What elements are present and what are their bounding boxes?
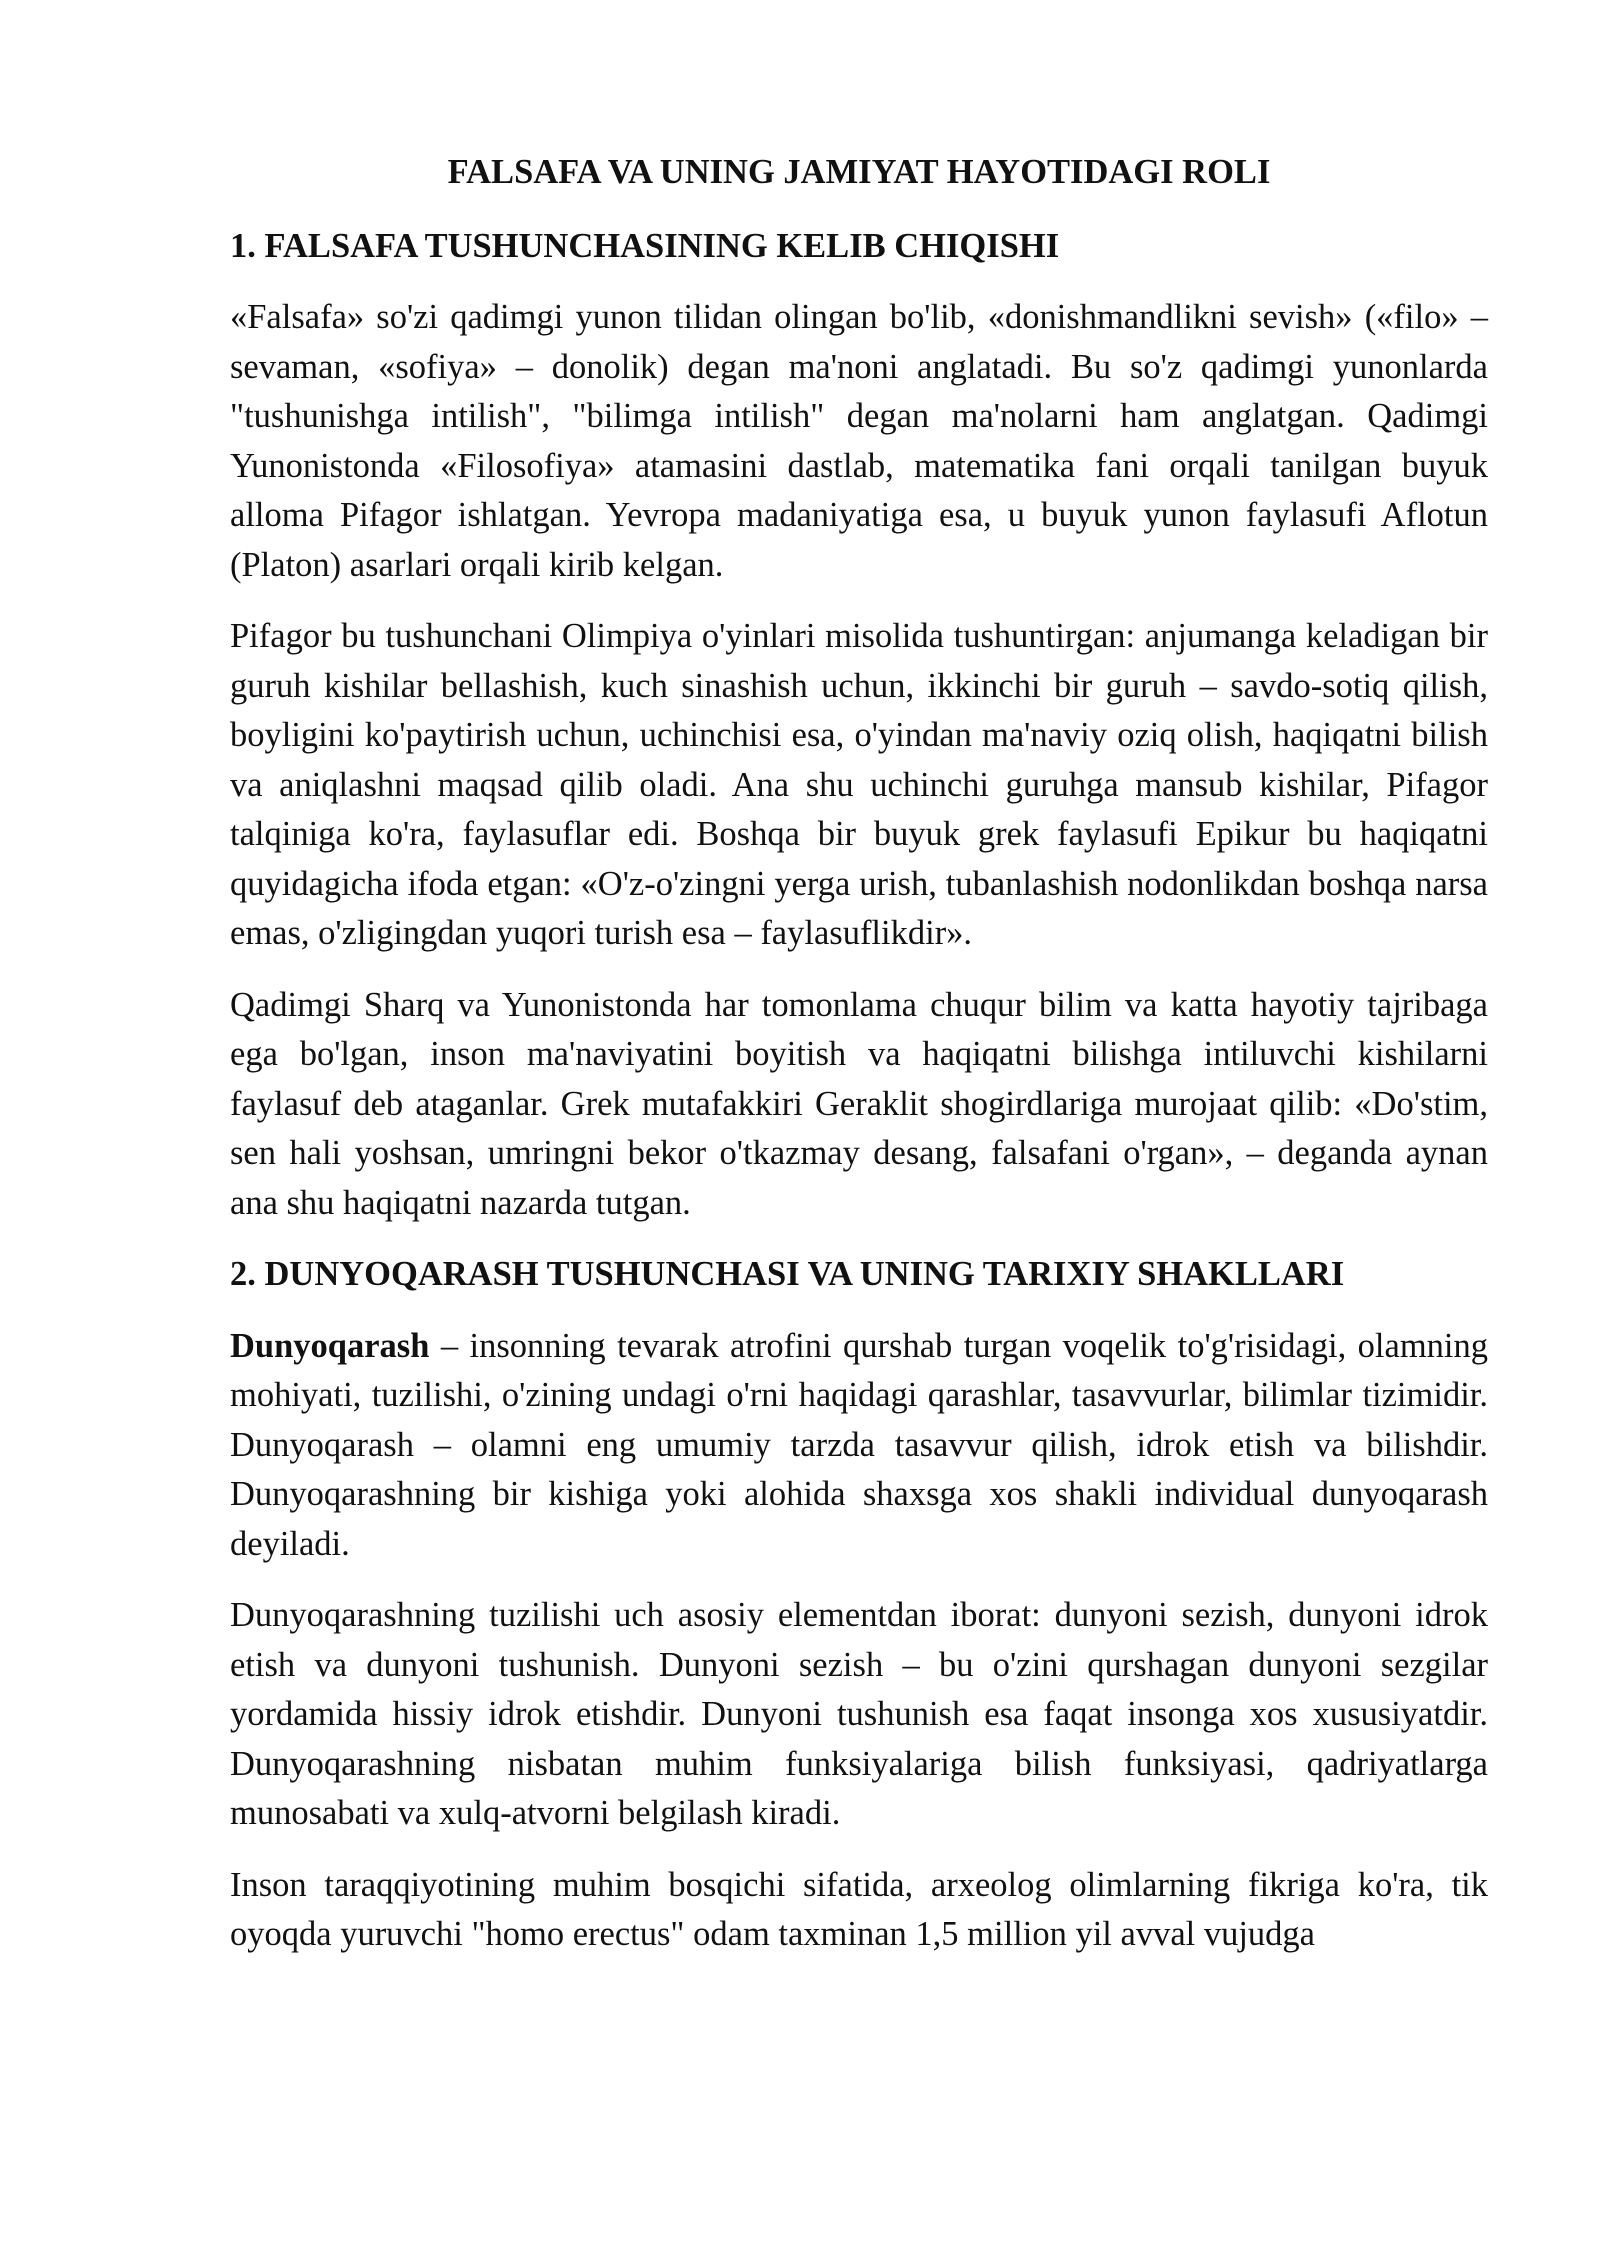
definition-term: Dunyoqarash bbox=[230, 1326, 430, 1365]
paragraph: Inson taraqqiyotining muhim bosqichi sifatida, arxeolog olimlarning fikriga ko'ra, tik oyoqda yuruvchi "homo erectus" odam taxminan 1,5 million yil avval vujudga bbox=[230, 1865, 1488, 1953]
definition-text: – insonning tevarak atrofini qurshab turgan voqelik to'g'risidagi, olamning mohiyati, tuzilishi, o'zining undagi o'rni haqidagi qarashlar, tasavvurlar, bilimlar tizimidir. Dunyoqarash – olamni eng umumiy tarzda tasavvur qilish, idrok etish va bilishdir. Dunyoqarashning bir kishiga yoki alohida shaxsga xos shakli individual dunyoqarash deyiladi. bbox=[230, 1326, 1488, 1563]
paragraph: Qadimgi Sharq va Yunonistonda har tomonlama chuqur bilim va katta hayotiy tajribaga ega bo'lgan, inson ma'naviyatini boyitish va haqiqatni bilishga intiluvchi kishilarni faylasuf deb ataganlar. Grek mutafakkiri Geraklit shogirdlariga murojaat qilib: «Do'stim, sen hali yoshsan, umringni bekor o'tkazmay desang, falsafani o'rgan», – deganda aynan ana shu haqiqatni nazarda tutgan. bbox=[230, 985, 1488, 1222]
document-title: FALSAFA VA UNING JAMIYAT HAYOTIDAGI ROLI bbox=[447, 153, 1271, 191]
section-heading-1: 1. FALSAFA TUSHUNCHASINING KELIB CHIQISHI bbox=[230, 226, 1060, 265]
section-heading-2: 2. DUNYOQARASH TUSHUNCHASI VA UNING TARIXIY SHAKLLARI bbox=[230, 1255, 1345, 1293]
document-body bbox=[230, 148, 1488, 1982]
paragraph: Pifagor bu tushunchani Olimpiya o'yinlari misolida tushuntirgan: anjumanga keladigan bir guruh kishilar bellashish, kuch sinashish uchun, ikkinchi bir guruh – savdo-sotiq qilish, boyligini ko'paytirish uchun, uchinchisi esa, o'yindan ma'naviy oziq olish, haqiqatni bilish va aniqlashni maqsad qilib oladi. Ana shu uchinchi guruhga mansub kishilar, Pifagor talqiniga ko'ra, faylasuflar edi. Boshqa bir buyuk grek faylasufi Epikur bu haqiqatni quyidagicha ifoda etgan: «O'z-o'zingni yerga urish, tubanlashish nodonlikdan boshqa narsa emas, o'zligingdan yuqori turish esa – faylasuflikdir». bbox=[230, 617, 1488, 952]
paragraph: Dunyoqarashning tuzilishi uch asosiy elementdan iborat: dunyoni sezish, dunyoni idrok etish va dunyoni tushunish. Dunyoni sezish – bu o'zini qurshagan dunyoni sezgilar yordamida hissiy idrok etishdir. Dunyoni tushunish esa faqat insonga xos xususiyatdir. Dunyoqarashning nisbatan muhim funksiyalariga bilish funksiyasi, qadriyatlarga munosabati va xulq-atvorni belgilash kiradi. bbox=[230, 1596, 1488, 1832]
definition-paragraph bbox=[230, 1322, 1488, 1570]
paragraph: «Falsafa» so'zi qadimgi yunon tilidan olingan bo'lib, «donishmandlikni sevish» («filo» – sevaman, «sofiya» – donolik) degan ma'noni anglatadi. Bu so'z qadimgi yunonlarda "tushunishga intilish", "bilimga intilish" degan ma'nolarni ham anglatgan. Qadimgi Yunonistonda «Filosofiya» atamasini dastlab, matematika fani orqali tanilgan buyuk alloma Pifagor ishlatgan. Yevropa madaniyatiga esa, u buyuk yunon faylasufi Aflotun (Platon) asarlari orqali kirib kelgan. bbox=[230, 298, 1488, 584]
